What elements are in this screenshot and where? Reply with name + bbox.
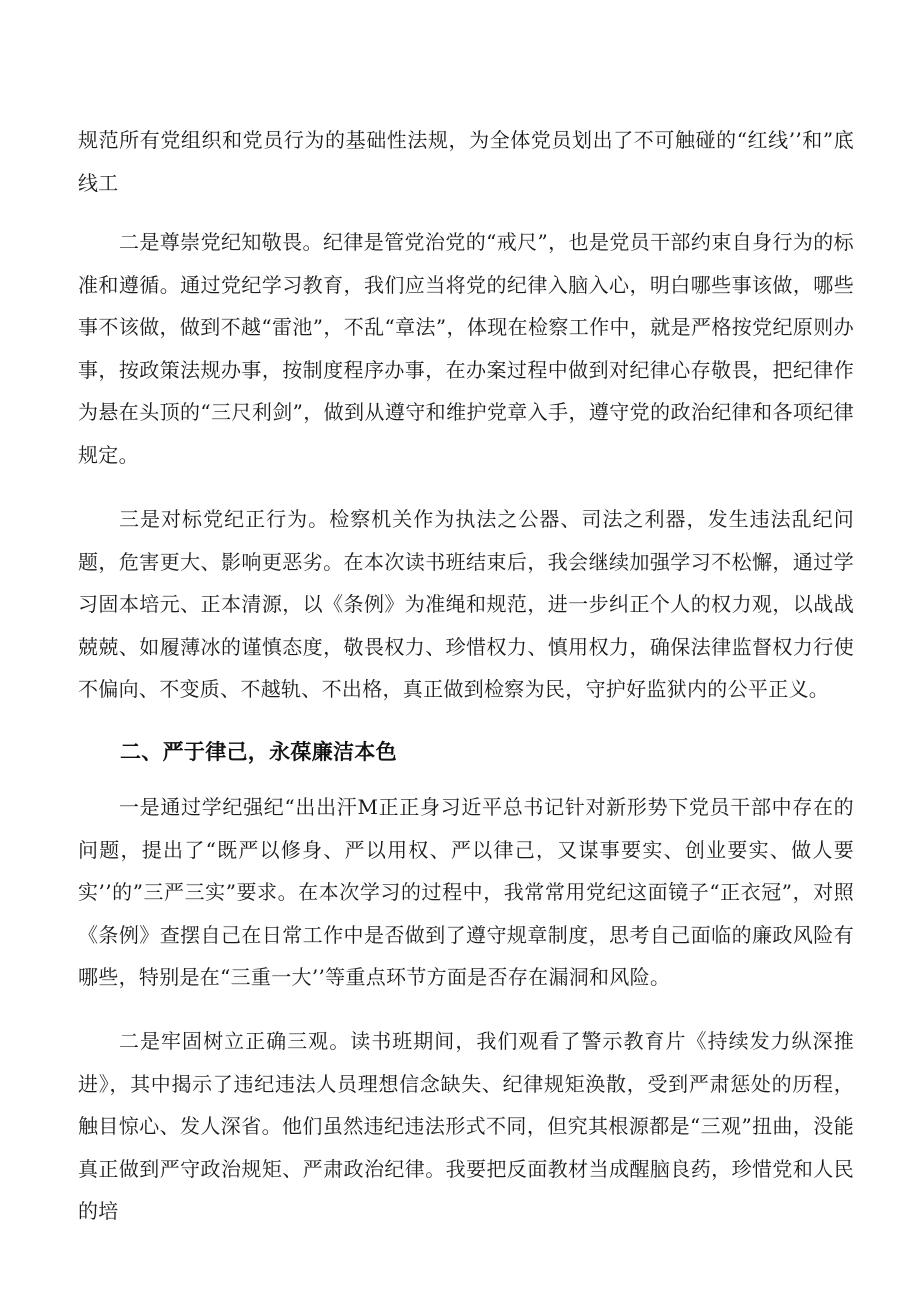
paragraph-continuation: 规范所有党组织和党员行为的基础性法规，为全体党员划出了不可触碰的“红线’’和”底线工 bbox=[78, 128, 854, 195]
paragraph-learn-discipline: 一是通过学纪强纪“出出汗M正正身习近平总书记针对新形势下党员干部中存在的问题，提出了“既严以修身、严以用权、严以律己，又谋事要实、创业要实、做人要实’’的”三严三实”要求。在本次学习的过程中，我常常用党纪这面镜子“正衣冠”，对照《条例》查摆自己在日常工作中是否做到了遵守规章制度，思考自己面临的廉政风险有哪些，特别是在“三重一大’’等重点环节方面是否存在漏洞和风险。 bbox=[78, 795, 854, 989]
section-heading: 二、严于律己，永葆廉洁本色 bbox=[120, 740, 397, 764]
paragraph-three-views: 二是牢固树立正确三观。读书班期间，我们观看了警示教育片《持续发力纵深推进》，其中揭示了违纪违法人员理想信念缺失、纪律规矩涣散，受到严肃惩处的历程，触目惊心、发人深省。他们虽然违纪违法形式不同，但究其根源都是“三观”扭曲，没能真正做到严守政治规矩、严肃政治纪律。我要把反面教材当成醒脑良药，珍惜党和人民的培 bbox=[78, 1029, 854, 1223]
paragraph-respect-discipline: 二是尊崇党纪知敬畏。纪律是管党治党的“戒尺”，也是党员干部约束自身行为的标准和遵循。通过党纪学习教育，我们应当将党的纪律入脑入心，明白哪些事该做，哪些事不该做，做到不越“雷池”，不乱“章法”，体现在检察工作中，就是严格按党纪原则办事，按政策法规办事，按制度程序办事，在办案过程中做到对纪律心存敬畏，把纪律作为悬在头顶的“三尺利剑”，做到从遵守和维护党章入手，遵守党的政治纪律和各项纪律规定。 bbox=[78, 230, 854, 467]
paragraph-benchmark-conduct: 三是对标党纪正行为。检察机关作为执法之公器、司法之利器，发生违法乱纪问题，危害更大、影响更恶劣。在本次读书班结束后，我会继续加强学习不松懈，通过学习固本培元、正本清源，以《条例》为准绳和规范，进一步纠正个人的权力观，以战战兢兢、如履薄冰的谨慎态度，敬畏权力、珍惜权力、慎用权力，确保法律监督权力行使不偏向、不变质、不越轨、不出格，真正做到检察为民，守护好监狱内的公平正义。 bbox=[78, 507, 854, 701]
